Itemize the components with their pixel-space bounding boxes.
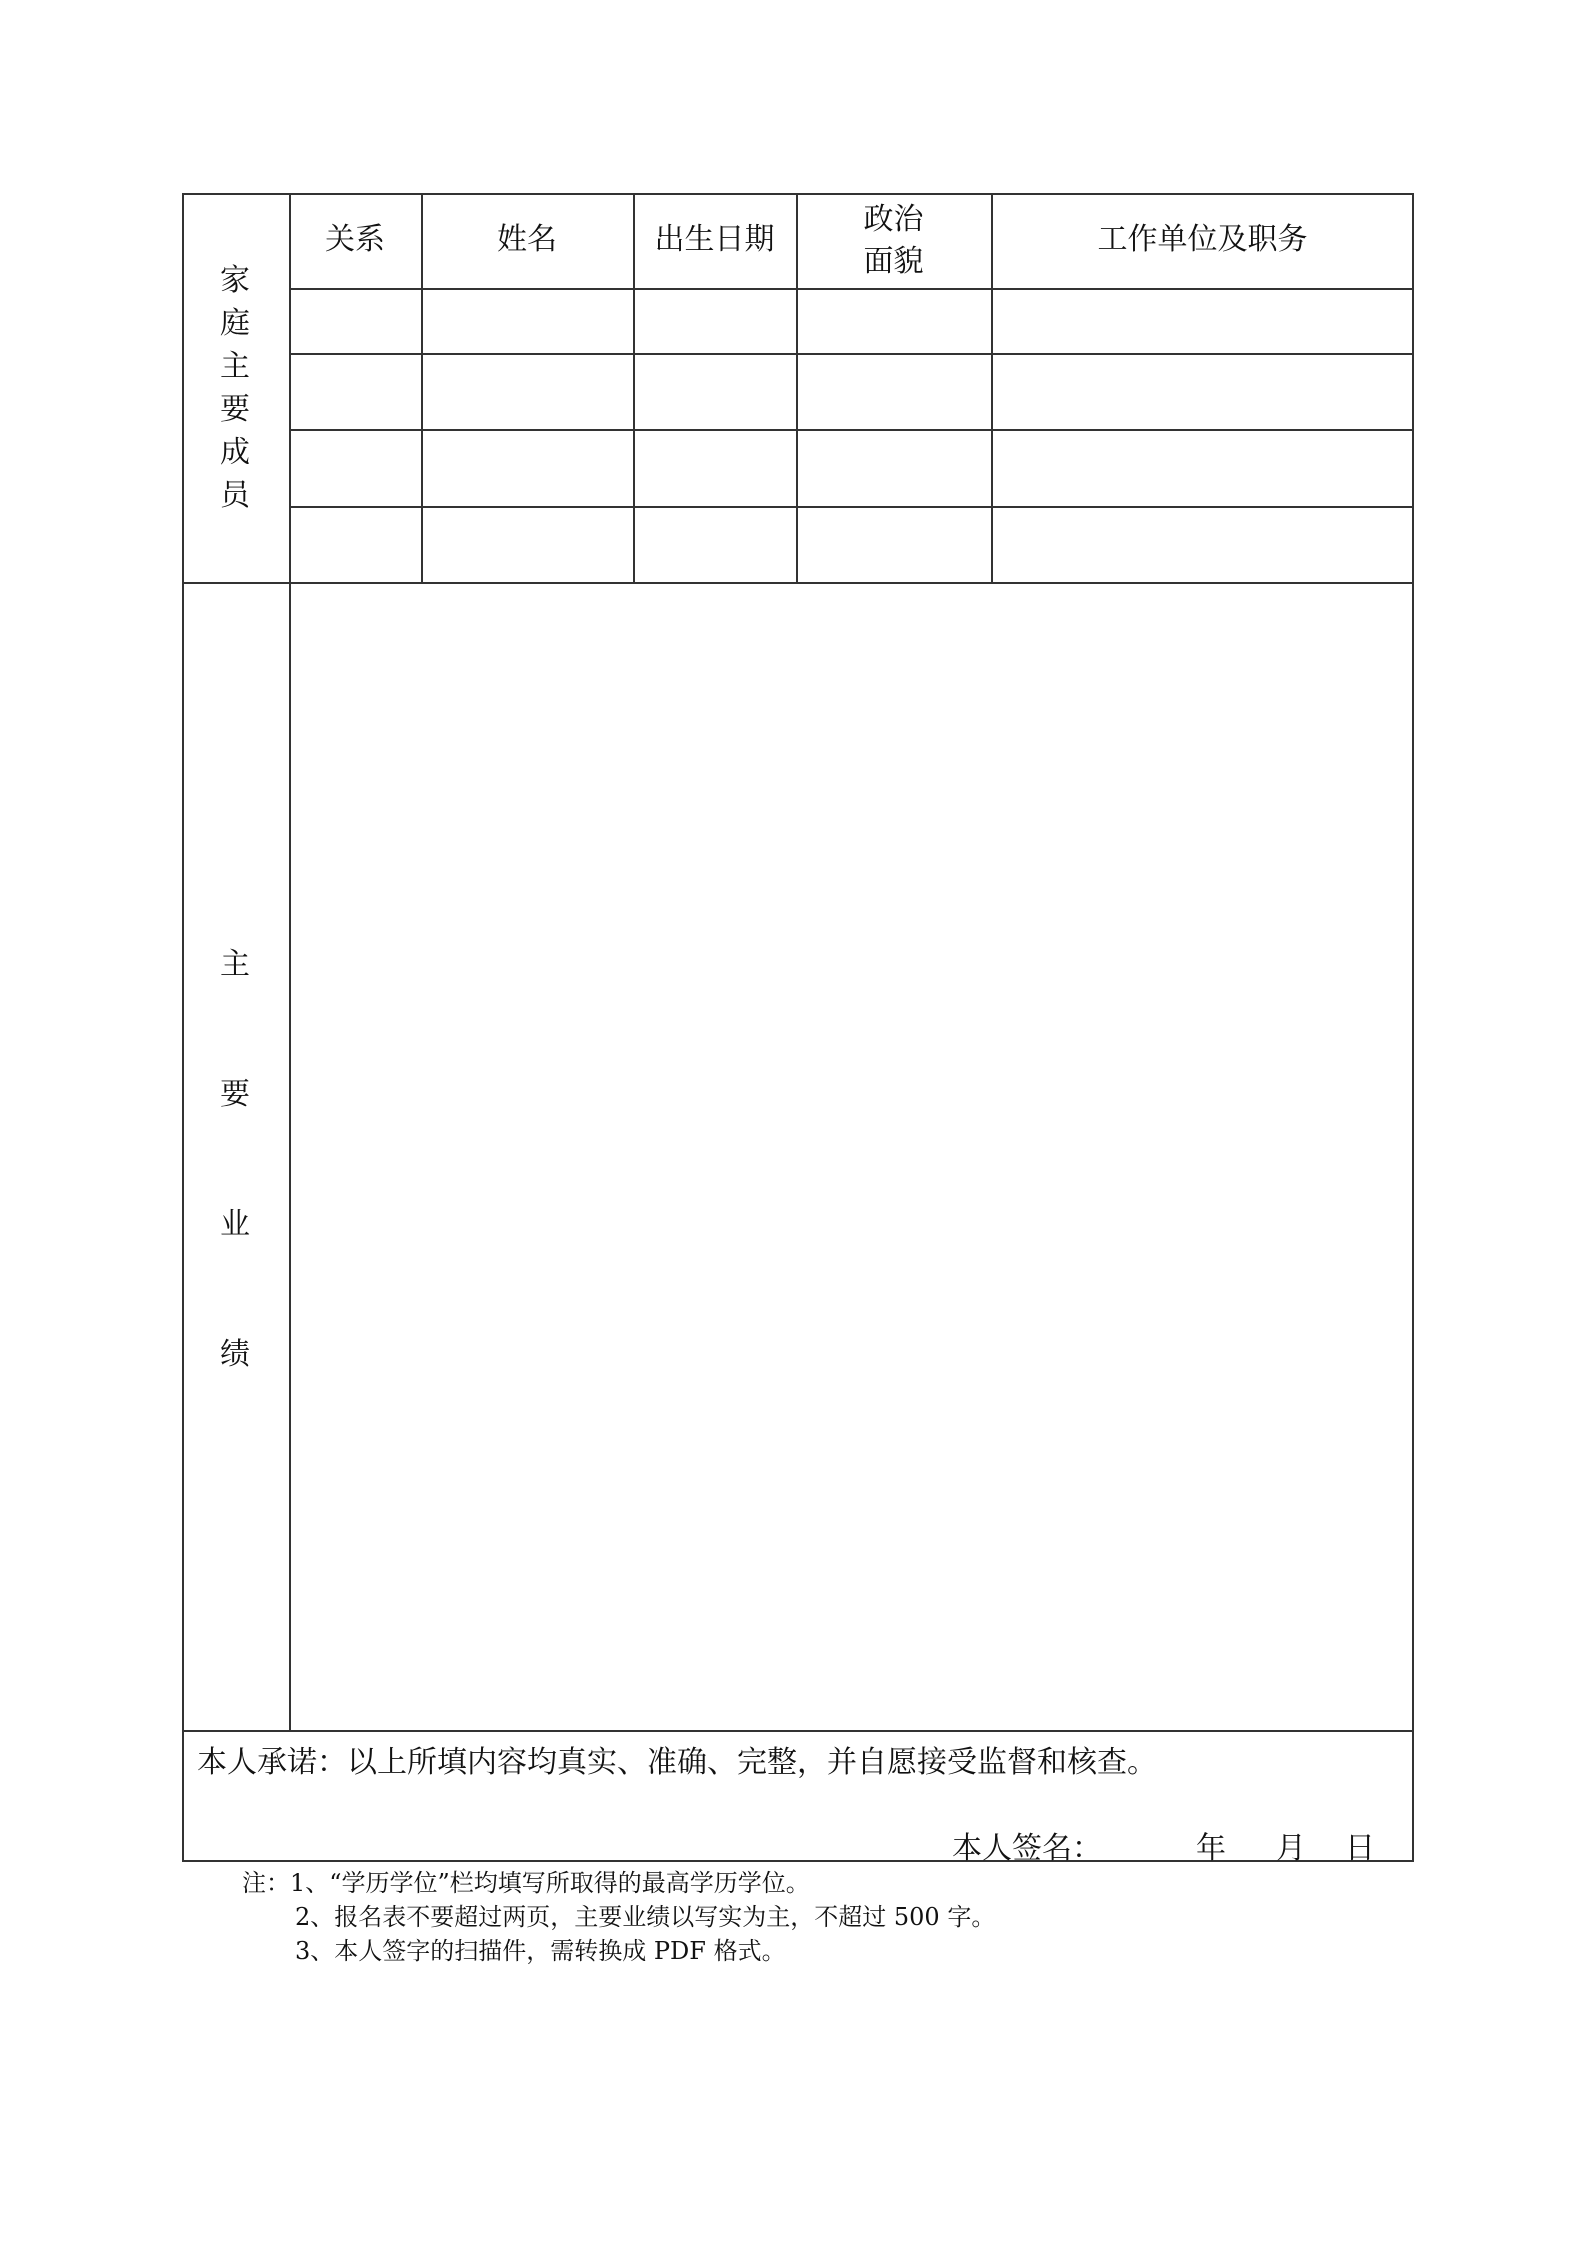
achievements-section-bottom-line	[182, 1730, 1414, 1732]
year-label: 年	[1196, 1831, 1226, 1866]
family-label-char: 要	[220, 392, 250, 427]
signature-label: 本人签名：	[952, 1831, 1102, 1866]
family-row-2[interactable]	[291, 355, 1412, 428]
pledge-statement: 本人承诺：以上所填内容均真实、准确、完整，并自愿接受监督和核查。	[197, 1745, 1157, 1780]
column-header-name: 姓名	[497, 222, 557, 257]
family-row-3[interactable]	[291, 431, 1412, 505]
note-1: 注：1、“学历学位”栏均填写所取得的最高学历学位。	[242, 1869, 810, 1897]
column-header-political-line1: 政治	[863, 202, 924, 237]
family-label-char: 庭	[220, 306, 250, 341]
note-2: 2、报名表不要超过两页，主要业绩以写实为主，不超过 500 字。	[295, 1903, 996, 1931]
family-label-char: 成	[220, 435, 250, 470]
achievements-label-char: 业	[220, 1207, 250, 1242]
achievements-content-area[interactable]	[291, 584, 1412, 1729]
family-row-1[interactable]	[291, 290, 1412, 352]
achievements-label-char: 主	[220, 947, 250, 982]
family-label-char: 家	[220, 263, 250, 298]
family-row-4[interactable]	[291, 508, 1412, 581]
day-label: 日	[1345, 1831, 1375, 1866]
achievements-label-char: 要	[220, 1077, 250, 1112]
family-label-char: 主	[220, 349, 250, 384]
family-label-char: 员	[220, 478, 250, 513]
achievements-label-char: 绩	[220, 1337, 250, 1372]
column-header-political-line2: 面貌	[863, 244, 924, 279]
note-3: 3、本人签字的扫描件，需转换成 PDF 格式。	[295, 1937, 786, 1965]
column-header-birth-date: 出生日期	[654, 222, 775, 257]
main-achievements-label	[205, 945, 265, 1465]
month-label: 月	[1276, 1831, 1306, 1866]
column-header-work-unit: 工作单位及职务	[1097, 222, 1308, 257]
family-members-label	[205, 259, 265, 517]
column-header-relation: 关系	[325, 222, 385, 257]
signature-field[interactable]	[1102, 1820, 1192, 1860]
